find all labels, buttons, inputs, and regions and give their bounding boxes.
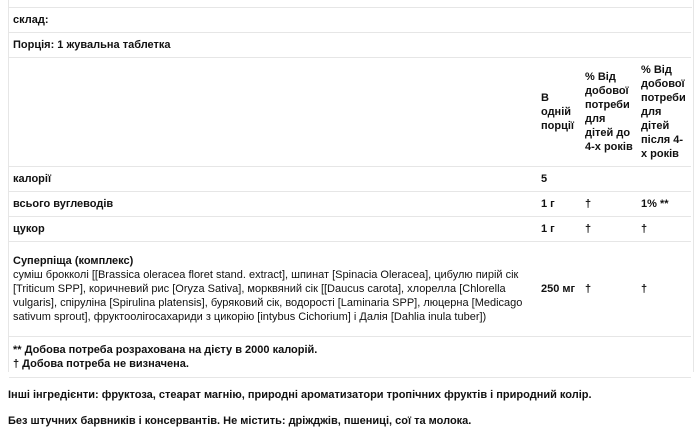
daily-value-note: ** Добова потреба розрахована на дієту в 2000 калорій. — [13, 344, 318, 356]
table-row — [9, 167, 691, 192]
superfood-title: Суперпіща (комплекс) — [13, 255, 134, 267]
header-empty — [9, 58, 537, 167]
superfood-dv-under4: † — [581, 242, 637, 337]
row-dv-over4: 1% ** — [637, 192, 691, 217]
row-name: калорії — [9, 167, 537, 192]
composition-row — [9, 8, 691, 33]
superfood-description: суміш брокколі [[Brassica oleracea floret stand. extract], шпинат [Spinacia Oleracea], цибулю пирій сік [Triticum SPP], коричневий рис [Oryza Sativa], морквяний сік [[Daucus carota], хлорелла [Chlorella vulgaris], спіруліна [Spirulina platensis], буряковий сік, водорості [Laminaria SPP], люцерна [Medicago sativum sprout], фруктоолігосахариди з цикорію [intybus Cichorium] і Далія [Dahlia inula tuber]) — [13, 269, 523, 323]
row-name: всього вуглеводів — [9, 192, 537, 217]
row-dv-over4 — [637, 167, 691, 192]
row-dv-under4: † — [581, 217, 637, 242]
header-dv-over4: % Від добової потреби для дітей після 4-х років — [637, 58, 691, 167]
portion-label: Порція: 1 жувальна таблетка — [9, 33, 691, 58]
table-row — [9, 217, 691, 242]
no-additives-note: Без штучних барвників і консервантів. Не містить: дріжджів, пшениці, сої та молока. — [8, 415, 472, 427]
table-row — [9, 192, 691, 217]
row-name: цукор — [9, 217, 537, 242]
row-dv-over4: † — [637, 217, 691, 242]
superfood-dv-over4: † — [637, 242, 691, 337]
superfood-cell — [9, 242, 537, 337]
row-dv-under4: † — [581, 192, 637, 217]
row-amount: 5 — [537, 167, 581, 192]
composition-label: склад: — [9, 8, 691, 33]
header-dv-under4: % Від добової потреби для дітей до 4-х років — [581, 58, 637, 167]
row-amount: 1 г — [537, 217, 581, 242]
other-ingredients: Інші інгредієнти: фруктоза, стеарат магнію, природні ароматизатори тропічних фруктів і природний колір. — [8, 389, 592, 401]
supplement-facts-table — [9, 8, 691, 378]
superfood-amount: 250 мг — [537, 242, 581, 337]
row-dv-under4 — [581, 167, 637, 192]
superfood-row — [9, 242, 691, 337]
portion-row — [9, 33, 691, 58]
header-amount: В одній порції — [537, 58, 581, 167]
notes-row — [9, 337, 691, 378]
notes-cell — [9, 337, 691, 378]
row-amount: 1 г — [537, 192, 581, 217]
header-row — [9, 58, 691, 167]
not-established-note: † Добова потреба не визначена. — [13, 358, 189, 370]
